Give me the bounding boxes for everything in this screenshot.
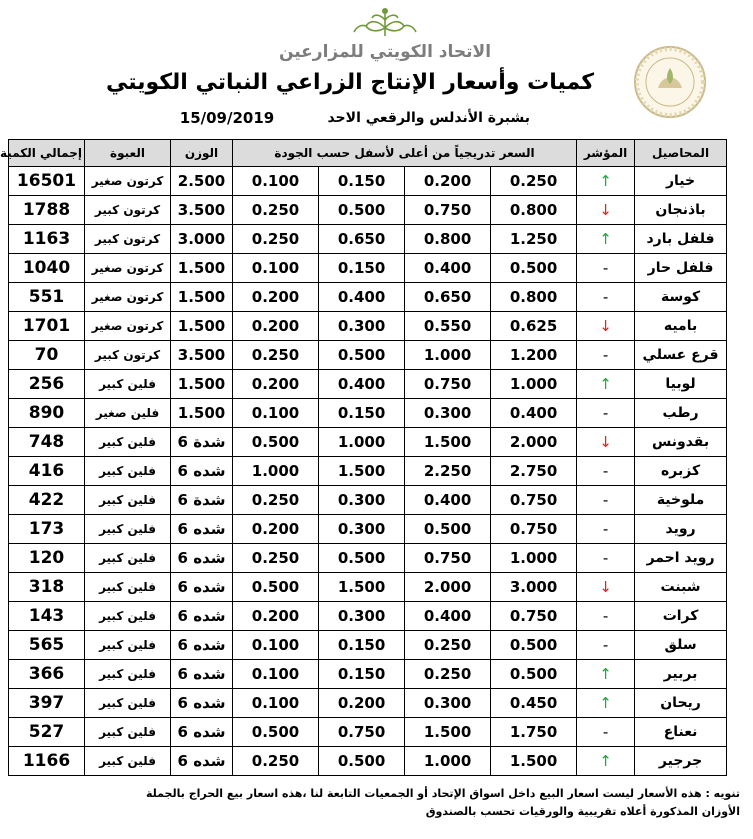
header-package: العبوة — [85, 140, 171, 167]
table-row — [9, 370, 727, 399]
indicator-up-icon: ↑ — [577, 660, 635, 689]
price-cell: 0.750 — [405, 370, 491, 399]
table-row — [9, 457, 727, 486]
weight-cell: 1.500 — [171, 254, 233, 283]
price-cell: 0.150 — [319, 254, 405, 283]
price-cell: 0.750 — [491, 486, 577, 515]
price-cell: 0.300 — [405, 399, 491, 428]
price-cell: 0.500 — [319, 544, 405, 573]
product-cell: كزبره — [635, 457, 727, 486]
total-quantity-cell: 318 — [9, 573, 85, 602]
price-cell: 0.750 — [491, 515, 577, 544]
federation-name: الاتحاد الكويتي للمزارعين — [278, 42, 492, 62]
weight-cell: 6 شدة — [171, 428, 233, 457]
product-cell: فلفل حار — [635, 254, 727, 283]
package-cell: كرتون كبير — [85, 341, 171, 370]
package-cell: فلين كبير — [85, 515, 171, 544]
total-quantity-cell: 1040 — [9, 254, 85, 283]
package-cell: كرتون صغير — [85, 312, 171, 341]
table-row — [9, 515, 727, 544]
indicator-flat-icon: - — [577, 631, 635, 660]
price-cell: 0.250 — [491, 167, 577, 196]
price-cell: 0.500 — [233, 428, 319, 457]
price-cell: 0.250 — [405, 660, 491, 689]
indicator-flat-icon: - — [577, 544, 635, 573]
product-cell: باميه — [635, 312, 727, 341]
price-cell: 0.150 — [319, 167, 405, 196]
price-cell: 0.200 — [319, 689, 405, 718]
product-cell: بقدونس — [635, 428, 727, 457]
price-cell: 0.500 — [491, 254, 577, 283]
weight-cell: 6 شده — [171, 573, 233, 602]
indicator-down-icon: ↓ — [577, 573, 635, 602]
price-cell: 0.400 — [491, 399, 577, 428]
price-cell: 0.200 — [233, 283, 319, 312]
price-cell: 0.650 — [405, 283, 491, 312]
total-quantity-cell: 120 — [9, 544, 85, 573]
indicator-flat-icon: - — [577, 283, 635, 312]
indicator-down-icon: ↓ — [577, 428, 635, 457]
table-row — [9, 573, 727, 602]
price-cell: 0.500 — [491, 631, 577, 660]
indicator-flat-icon: - — [577, 718, 635, 747]
price-cell: 0.200 — [233, 370, 319, 399]
price-cell: 0.400 — [405, 486, 491, 515]
price-cell: 0.500 — [319, 341, 405, 370]
product-cell: شبنت — [635, 573, 727, 602]
price-cell: 0.750 — [491, 602, 577, 631]
price-cell: 0.750 — [319, 718, 405, 747]
product-cell: لوبيا — [635, 370, 727, 399]
price-cell: 0.300 — [319, 602, 405, 631]
package-cell: كرتون صغير — [85, 167, 171, 196]
price-cell: 0.500 — [233, 718, 319, 747]
product-cell: نعناع — [635, 718, 727, 747]
product-cell: كرات — [635, 602, 727, 631]
package-cell: كرتون صغير — [85, 283, 171, 312]
price-cell: 0.500 — [319, 747, 405, 776]
weight-cell: 6 شدة — [171, 486, 233, 515]
price-cell: 0.500 — [233, 573, 319, 602]
table-row — [9, 689, 727, 718]
package-cell: فلين كبير — [85, 747, 171, 776]
package-cell: فلين كبير — [85, 631, 171, 660]
indicator-flat-icon: - — [577, 602, 635, 631]
total-quantity-cell: 16501 — [9, 167, 85, 196]
price-cell: 0.400 — [405, 254, 491, 283]
total-quantity-cell: 748 — [9, 428, 85, 457]
price-cell: 0.550 — [405, 312, 491, 341]
package-cell: فلين كبير — [85, 660, 171, 689]
package-cell: فلين كبير — [85, 486, 171, 515]
table-row — [9, 428, 727, 457]
price-cell: 0.650 — [319, 225, 405, 254]
price-cell: 1.500 — [319, 457, 405, 486]
package-cell: فلين كبير — [85, 544, 171, 573]
price-cell: 0.500 — [319, 196, 405, 225]
price-cell: 0.250 — [233, 544, 319, 573]
price-cell: 0.400 — [405, 602, 491, 631]
indicator-down-icon: ↓ — [577, 312, 635, 341]
total-quantity-cell: 890 — [9, 399, 85, 428]
price-cell: 0.150 — [319, 399, 405, 428]
price-cell: 2.250 — [405, 457, 491, 486]
weight-cell: 6 شده — [171, 515, 233, 544]
price-table — [0, 139, 727, 776]
total-quantity-cell: 422 — [9, 486, 85, 515]
weight-cell: 6 شده — [171, 718, 233, 747]
indicator-down-icon: ↓ — [577, 196, 635, 225]
price-cell: 0.100 — [233, 254, 319, 283]
weight-cell: 3.000 — [171, 225, 233, 254]
price-cell: 0.400 — [319, 370, 405, 399]
price-cell: 0.450 — [491, 689, 577, 718]
product-cell: ملوخية — [635, 486, 727, 515]
weight-cell: 3.500 — [171, 341, 233, 370]
indicator-flat-icon: - — [577, 254, 635, 283]
price-cell: 0.800 — [405, 225, 491, 254]
price-cell: 0.500 — [405, 515, 491, 544]
floral-ornament-icon — [350, 6, 420, 38]
price-cell: 0.250 — [233, 747, 319, 776]
weight-cell: 1.500 — [171, 312, 233, 341]
weight-cell: 2.500 — [171, 167, 233, 196]
total-quantity-cell: 173 — [9, 515, 85, 544]
table-row — [9, 167, 727, 196]
report-date: 15/09/2019 — [179, 109, 275, 127]
package-cell: فلين كبير — [85, 689, 171, 718]
price-cell: 0.100 — [233, 689, 319, 718]
table-row — [9, 225, 727, 254]
package-cell: فلين كبير — [85, 573, 171, 602]
total-quantity-cell: 1166 — [9, 747, 85, 776]
price-cell: 0.625 — [491, 312, 577, 341]
price-cell: 0.100 — [233, 399, 319, 428]
price-cell: 0.800 — [491, 283, 577, 312]
package-cell: فلين صغير — [85, 399, 171, 428]
price-cell: 0.750 — [405, 544, 491, 573]
indicator-up-icon: ↑ — [577, 689, 635, 718]
table-row — [9, 486, 727, 515]
table-row — [9, 399, 727, 428]
indicator-flat-icon: - — [577, 486, 635, 515]
price-cell: 0.300 — [319, 312, 405, 341]
footer-note: تنويه : هذه الأسعار ليست اسعار البيع داخل اسواق الإتحاد أو الجمعيات التابعة لنا ،هذه اسعار بيع الحراج بالجملة — [146, 787, 740, 800]
table-row — [9, 283, 727, 312]
header-total: إجمالي الكمية — [9, 140, 85, 167]
price-cell: 1.000 — [405, 341, 491, 370]
price-cell: 1.500 — [405, 718, 491, 747]
product-cell: خيار — [635, 167, 727, 196]
footer-note-weights: الأوزان المذكورة أعلاه تقريبية والورقيات تحسب بالصندوق — [425, 805, 740, 818]
indicator-flat-icon: - — [577, 515, 635, 544]
weight-cell: 1.500 — [171, 370, 233, 399]
weight-cell: 6 شده — [171, 660, 233, 689]
table-row — [9, 602, 727, 631]
price-cell: 1.500 — [405, 428, 491, 457]
weight-cell: 6 شده — [171, 631, 233, 660]
price-cell: 0.200 — [233, 602, 319, 631]
price-cell: 0.100 — [233, 631, 319, 660]
price-cell: 0.200 — [405, 167, 491, 196]
package-cell: كرتون صغير — [85, 254, 171, 283]
total-quantity-cell: 397 — [9, 689, 85, 718]
weight-cell: 1.500 — [171, 283, 233, 312]
product-cell: سلق — [635, 631, 727, 660]
price-cell: 1.000 — [319, 428, 405, 457]
price-cell: 1.750 — [491, 718, 577, 747]
indicator-up-icon: ↑ — [577, 747, 635, 776]
price-cell: 1.500 — [319, 573, 405, 602]
header-weight: الوزن — [171, 140, 233, 167]
total-quantity-cell: 1788 — [9, 196, 85, 225]
total-quantity-cell: 1701 — [9, 312, 85, 341]
product-cell: كوسة — [635, 283, 727, 312]
package-cell: كرتون كبير — [85, 196, 171, 225]
package-cell: فلين كبير — [85, 602, 171, 631]
product-cell: ريحان — [635, 689, 727, 718]
indicator-flat-icon: - — [577, 457, 635, 486]
market-label: بشبرة الأندلس والرقعي الاحد — [327, 110, 530, 126]
price-cell: 0.200 — [233, 312, 319, 341]
price-cell: 1.000 — [233, 457, 319, 486]
table-row — [9, 718, 727, 747]
total-quantity-cell: 366 — [9, 660, 85, 689]
price-cell: 1.200 — [491, 341, 577, 370]
price-cell: 0.750 — [405, 196, 491, 225]
table-row — [9, 631, 727, 660]
indicator-flat-icon: - — [577, 341, 635, 370]
price-cell: 1.250 — [491, 225, 577, 254]
indicator-up-icon: ↑ — [577, 167, 635, 196]
total-quantity-cell: 1163 — [9, 225, 85, 254]
product-cell: رويد احمر — [635, 544, 727, 573]
header-indicator: المؤشر — [577, 140, 635, 167]
product-cell: رويد — [635, 515, 727, 544]
price-cell: 1.000 — [491, 370, 577, 399]
weight-cell: 6 شده — [171, 457, 233, 486]
price-cell: 0.200 — [233, 515, 319, 544]
table-row — [9, 341, 727, 370]
total-quantity-cell: 256 — [9, 370, 85, 399]
header-price: السعر تدريجياً من أعلى لأسفل حسب الجودة — [233, 140, 577, 167]
product-cell: بربير — [635, 660, 727, 689]
weight-cell: 6 شده — [171, 602, 233, 631]
weight-cell: 6 شده — [171, 747, 233, 776]
price-cell: 0.800 — [491, 196, 577, 225]
weight-cell: 1.500 — [171, 399, 233, 428]
table-row — [9, 196, 727, 225]
weight-cell: 3.500 — [171, 196, 233, 225]
price-cell: 0.150 — [319, 631, 405, 660]
price-cell: 1.000 — [405, 747, 491, 776]
table-row — [9, 544, 727, 573]
total-quantity-cell: 143 — [9, 602, 85, 631]
indicator-up-icon: ↑ — [577, 225, 635, 254]
package-cell: فلين كبير — [85, 718, 171, 747]
federation-logo-icon — [632, 44, 708, 120]
package-cell: فلين كبير — [85, 428, 171, 457]
product-cell: جرجير — [635, 747, 727, 776]
price-cell: 0.400 — [319, 283, 405, 312]
total-quantity-cell: 551 — [9, 283, 85, 312]
indicator-up-icon: ↑ — [577, 370, 635, 399]
price-cell: 0.250 — [233, 196, 319, 225]
price-cell: 0.250 — [233, 486, 319, 515]
price-cell: 3.000 — [491, 573, 577, 602]
product-cell: رطب — [635, 399, 727, 428]
price-cell: 0.300 — [319, 515, 405, 544]
price-cell: 0.300 — [405, 689, 491, 718]
table-header-row — [9, 140, 727, 167]
package-cell: فلين كبير — [85, 457, 171, 486]
price-cell: 0.300 — [319, 486, 405, 515]
total-quantity-cell: 70 — [9, 341, 85, 370]
product-cell: باذنجان — [635, 196, 727, 225]
page-title: كميات وأسعار الإنتاج الزراعي النباتي الكويتي — [105, 70, 595, 95]
product-cell: قرع عسلي — [635, 341, 727, 370]
weight-cell: 6 شده — [171, 544, 233, 573]
product-cell: فلفل بارد — [635, 225, 727, 254]
price-cell: 1.500 — [491, 747, 577, 776]
table-row — [9, 747, 727, 776]
price-cell: 2.000 — [405, 573, 491, 602]
price-cell: 0.100 — [233, 660, 319, 689]
price-cell: 0.100 — [233, 167, 319, 196]
package-cell: كرتون كبير — [85, 225, 171, 254]
price-cell: 1.000 — [491, 544, 577, 573]
table-row — [9, 254, 727, 283]
price-cell: 0.150 — [319, 660, 405, 689]
total-quantity-cell: 565 — [9, 631, 85, 660]
indicator-flat-icon: - — [577, 399, 635, 428]
table-row — [9, 312, 727, 341]
total-quantity-cell: 416 — [9, 457, 85, 486]
total-quantity-cell: 527 — [9, 718, 85, 747]
price-cell: 2.000 — [491, 428, 577, 457]
table-row — [9, 660, 727, 689]
header-product: المحاصيل — [635, 140, 727, 167]
price-cell: 2.750 — [491, 457, 577, 486]
price-cell: 0.250 — [405, 631, 491, 660]
price-cell: 0.250 — [233, 341, 319, 370]
price-cell: 0.250 — [233, 225, 319, 254]
package-cell: فلين كبير — [85, 370, 171, 399]
price-cell: 0.500 — [491, 660, 577, 689]
weight-cell: 6 شده — [171, 689, 233, 718]
